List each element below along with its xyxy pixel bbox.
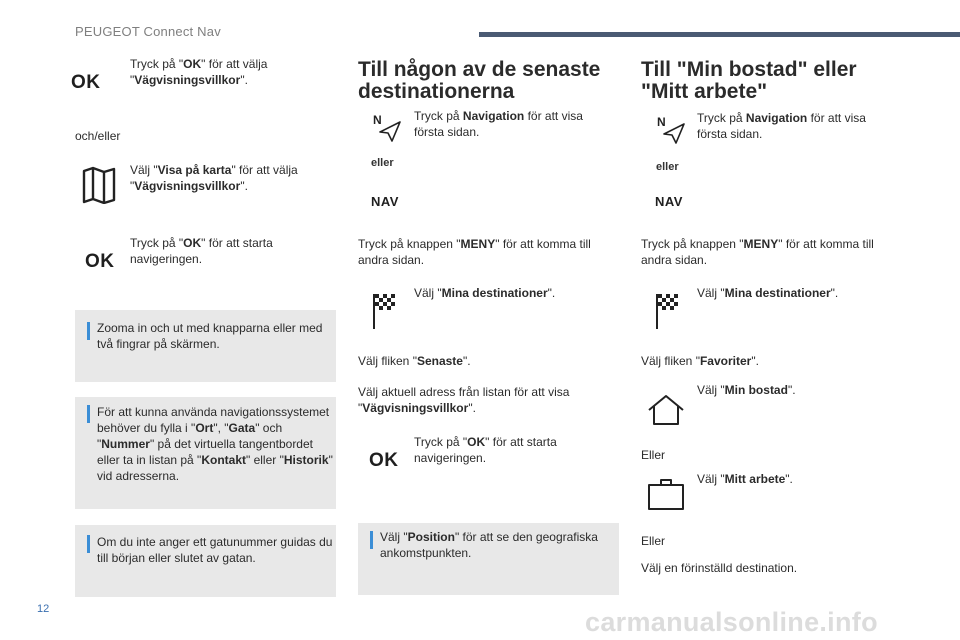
- col2-step-destinations: Välj "Mina destinationer".: [414, 286, 556, 300]
- header-bar: [479, 32, 960, 37]
- watermark: carmanualsonline.info: [585, 607, 878, 637]
- col2-step-meny: Tryck på knappen "MENY" för att komma till andra sidan.: [358, 237, 591, 267]
- eller-text: Eller: [641, 534, 666, 548]
- note-zoom-text: Zooma in och ut med knapparna eller med två fingrar på skärmen.: [97, 321, 323, 351]
- nav-icon: NAV: [655, 194, 683, 209]
- home-icon: [646, 393, 686, 427]
- section-title-recent-destinations: Till någon av de senaste destinationerna: [358, 58, 601, 103]
- checkered-flag-icon: [370, 292, 398, 330]
- col1-step-ok-start: Tryck på "OK" för att starta navigeringen.: [130, 236, 273, 266]
- navigation-icon: [654, 114, 690, 148]
- col3-step-preset: Välj en förinställd destination.: [641, 561, 798, 575]
- col2-step-tab-recent: Välj fliken "Senaste".: [358, 354, 471, 368]
- navigation-icon: [370, 112, 406, 146]
- note-navigation-input-text: För att kunna använda navigationssystemet behöver du fylla i "Ort", "Gata" och "Nummer" på det virtuella tangentbordet eller ta in listan på "Kontakt" eller "Historik" vid adresserna.: [97, 405, 333, 483]
- col2-step-ok-start: Tryck på "OK" för att starta navigeringen.: [414, 435, 557, 465]
- note-accent-bar: [87, 405, 90, 423]
- eller-label: eller: [656, 161, 679, 173]
- checkered-flag-icon: [653, 292, 681, 330]
- svg-text:N: N: [657, 115, 666, 129]
- nav-icon: NAV: [371, 194, 399, 209]
- manual-header-title: PEUGEOT Connect Nav: [75, 24, 221, 39]
- eller-text: Eller: [641, 448, 666, 462]
- col2-step-choose-address: Välj aktuell adress från listan för att visa "Vägvisningsvillkor".: [358, 385, 570, 415]
- note-accent-bar: [87, 322, 90, 340]
- map-icon: [81, 166, 117, 204]
- note-position-text: Välj "Position" för att se den geografiska ankomstpunkten.: [380, 530, 598, 560]
- col3-step-tab-favorites: Välj fliken "Favoriter".: [641, 354, 759, 368]
- svg-text:N: N: [373, 113, 382, 127]
- briefcase-icon: [646, 476, 686, 512]
- col3-step-home: Välj "Min bostad".: [697, 383, 796, 397]
- page-number: 12: [37, 603, 50, 615]
- col2-step-navigation: Tryck på Navigation för att visa första sidan.: [414, 109, 583, 139]
- ok-icon: OK: [369, 450, 399, 471]
- ok-icon: OK: [71, 72, 101, 93]
- section-title-home-work: Till "Min bostad" eller "Mitt arbete": [641, 58, 857, 103]
- col1-step-map-select: Välj "Visa på karta" för att välja "Vägvisningsvillkor".: [130, 163, 298, 193]
- col3-step-navigation: Tryck på Navigation för att visa första sidan.: [697, 111, 866, 141]
- ok-icon: OK: [85, 251, 115, 272]
- col3-step-meny: Tryck på knappen "MENY" för att komma till andra sidan.: [641, 237, 874, 267]
- col3-step-work: Välj "Mitt arbete".: [697, 472, 793, 486]
- col3-step-destinations: Välj "Mina destinationer".: [697, 286, 839, 300]
- note-accent-bar: [370, 531, 373, 549]
- och-eller-text: och/eller: [75, 129, 121, 143]
- note-street-number-text: Om du inte anger ett gatunummer guidas du till början eller slutet av gatan.: [97, 535, 333, 565]
- col1-step-ok-select: Tryck på "OK" för att välja "Vägvisningsvillkor".: [130, 57, 268, 87]
- eller-label: eller: [371, 157, 394, 169]
- note-accent-bar: [87, 535, 90, 553]
